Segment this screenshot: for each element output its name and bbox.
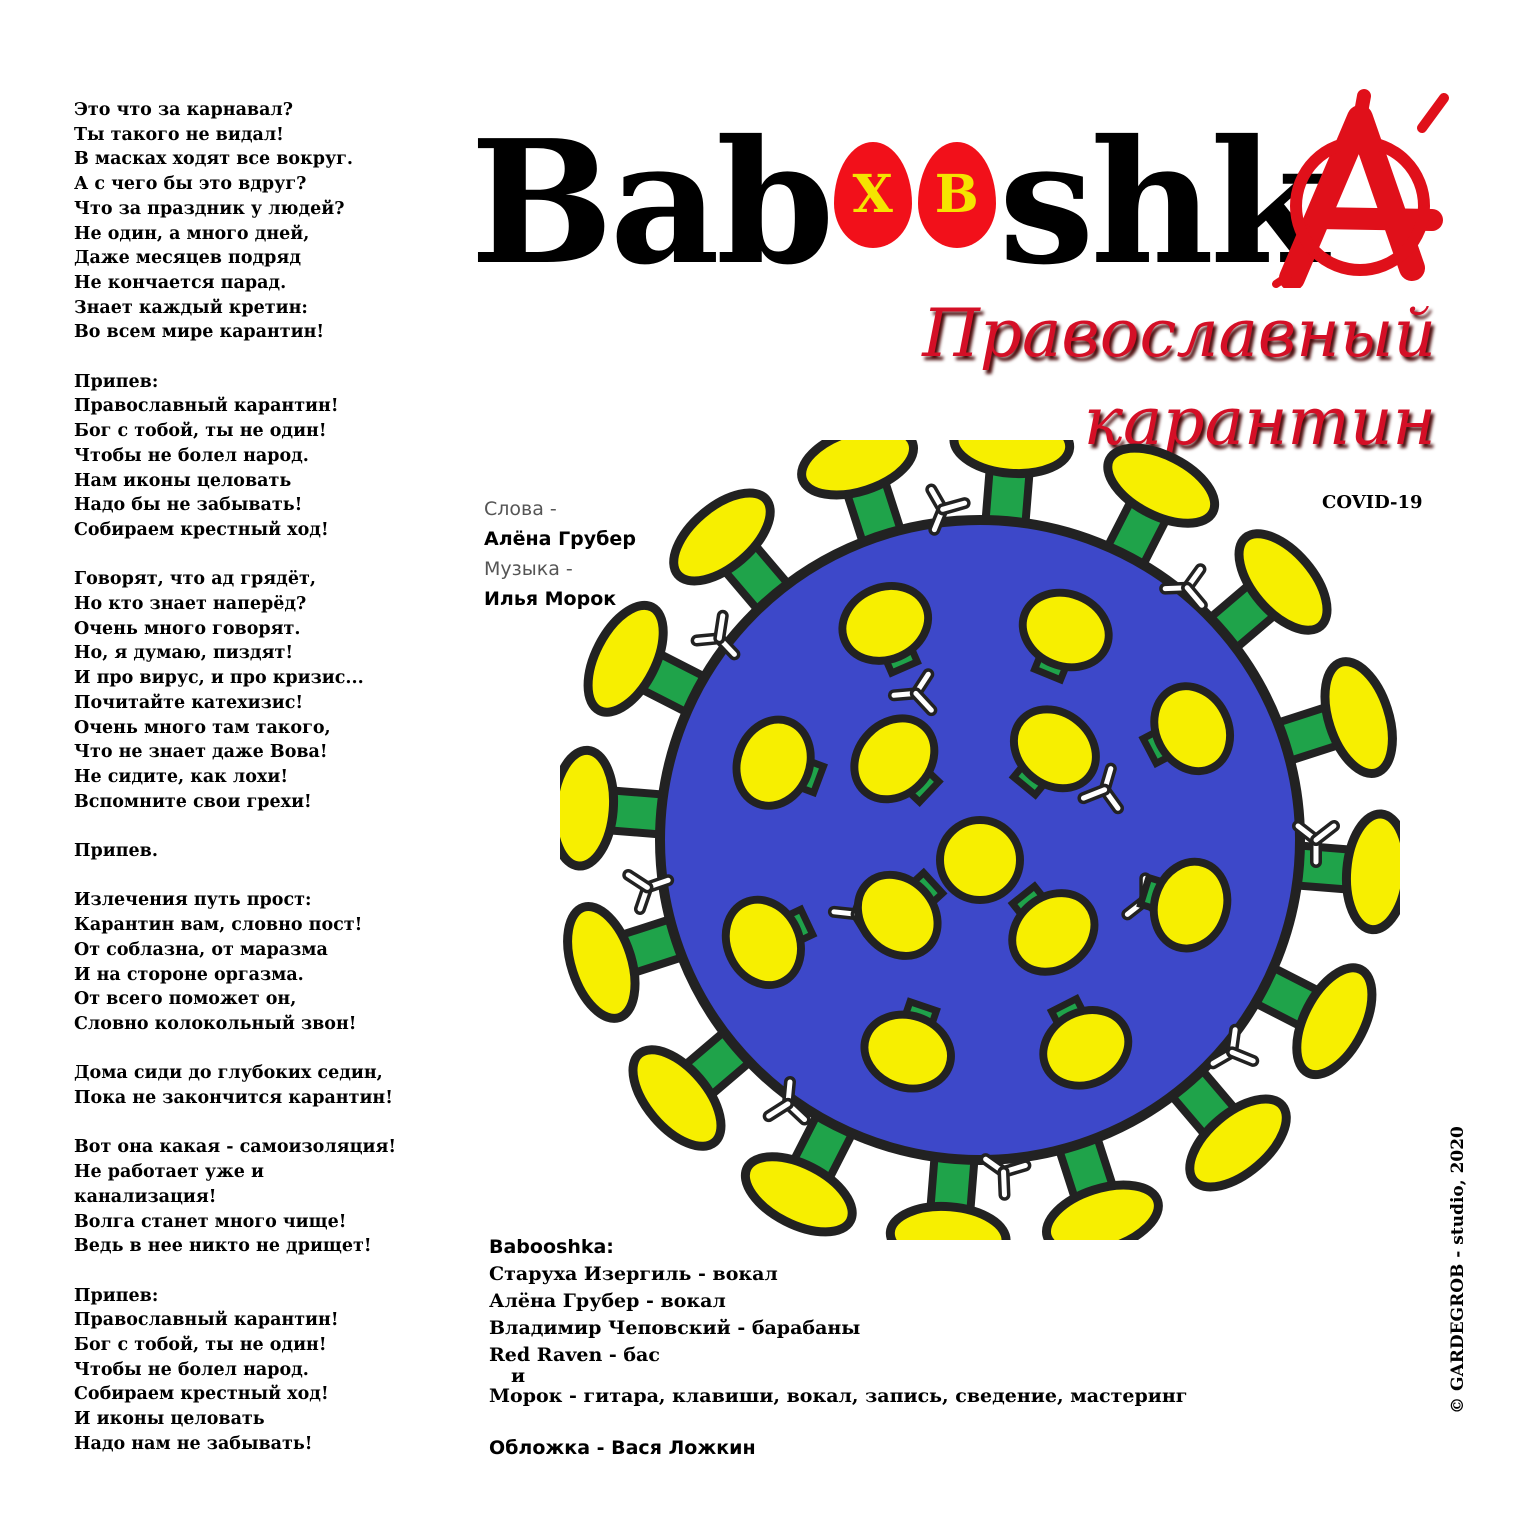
lyrics-line: Православный карантин! [74, 1310, 339, 1331]
lyrics-line: А с чего бы это вдруг? [74, 174, 307, 195]
lyrics-line: Но кто знает наперёд? [74, 594, 307, 615]
spike-icon [940, 820, 1020, 900]
lyrics-stanza [74, 888, 454, 1036]
covid-tag: COVID-19 [1322, 492, 1423, 513]
lyrics-line: канализация! [74, 1186, 217, 1207]
band-lineup [489, 1234, 1187, 1410]
logo-text-suffix: shk [998, 102, 1324, 303]
band-member: Владимир Чеповский - барабаны [489, 1317, 861, 1339]
cover-credit: Обложка - Вася Ложкин [489, 1437, 756, 1459]
lyrics-line: От соблазна, от маразма [74, 939, 328, 960]
lyrics-line: Не кончается парад. [74, 272, 287, 293]
anarchy-a-icon [1272, 88, 1452, 288]
lyrics-line: Пока не закончится карантин! [74, 1088, 393, 1109]
copyright-text: © GARDEGROB - studio, 2020 [1448, 1126, 1468, 1414]
red-egg-icon-x [834, 142, 912, 248]
lyrics-line: В масках ходят все вокруг. [74, 149, 353, 170]
lyrics-line: Надо нам не забывать! [74, 1433, 313, 1454]
lyrics-line: Это что за карнавал? [74, 100, 293, 120]
lyrics-line: Вот она какая - самоизоляция! [74, 1137, 397, 1158]
lyrics-line: И на стороне оргазма. [74, 964, 304, 985]
lyrics-line: Бог с тобой, ты не один! [74, 421, 327, 442]
red-egg-icon-v [918, 142, 996, 248]
lyrics-line: Не один, а много дней, [74, 223, 310, 244]
lyrics-line: Что не знает даже Вова! [74, 742, 328, 763]
album-title-line-2: карантин [1083, 383, 1436, 460]
logo-text-prefix: Bab [470, 102, 831, 303]
band-member: Red Raven - бас [489, 1344, 660, 1366]
album-title-line-1: Православный [922, 295, 1436, 372]
lyrics-line: Припев: [74, 1285, 159, 1306]
egg-letter-x: Х [852, 163, 893, 225]
words-author: Алёна Грубер [484, 528, 636, 550]
lyrics-line: Собираем крестный ход! [74, 519, 329, 540]
lyrics-line: Чтобы не болел народ. [74, 1359, 309, 1380]
lyrics-line: Говорят, что ад грядёт, [74, 569, 316, 590]
lyrics-line: Не работает уже и [74, 1162, 265, 1183]
band-and: и [511, 1365, 526, 1387]
lyrics-stanza [74, 839, 454, 864]
lyrics-line: Очень много там такого, [74, 717, 331, 738]
lyrics-line: От всего поможет он, [74, 989, 297, 1010]
lyrics-line: Собираем крестный ход! [74, 1384, 329, 1405]
lyrics-stanza [74, 98, 454, 345]
band-member-last: Морок - гитара, клавиши, вокал, запись, сведение, мастеринг [489, 1385, 1188, 1407]
lyrics-line: Словно колокольный звон! [74, 1013, 357, 1034]
lyrics-line: Вспомните свои грехи! [74, 791, 312, 812]
lyrics-line: Надо бы не забывать! [74, 495, 303, 516]
lyrics-line: Почитайте катехизис! [74, 692, 304, 713]
coronavirus-illustration [560, 440, 1400, 1240]
lyrics-line: И про вирус, и про кризис... [74, 668, 364, 689]
lyrics-line: Не сидите, как лохи! [74, 766, 289, 787]
lyrics-line: Дома сиди до глубоких седин, [74, 1063, 383, 1084]
lyrics-line: Ты такого не видал! [74, 124, 284, 145]
lyrics-line: Карантин вам, словно пост! [74, 915, 363, 936]
lyrics-stanza [74, 1284, 454, 1457]
lyrics-line: Но, я думаю, пиздят! [74, 643, 294, 664]
copyright-notice [1438, 1090, 1478, 1450]
lyrics-line: Нам иконы целовать [74, 470, 292, 491]
band-member: Алёна Грубер - вокал [489, 1290, 726, 1312]
lyrics-line: Волга станет много чище! [74, 1211, 347, 1232]
lyrics-line: Припев. [74, 841, 158, 862]
lyrics-line: Во всем мире карантин! [74, 322, 325, 343]
lyrics-line: Православный карантин! [74, 396, 339, 417]
band-member: Старуха Изергиль - вокал [489, 1263, 778, 1285]
music-author: Илья Морок [484, 588, 617, 610]
lyrics-line: Чтобы не болел народ. [74, 445, 309, 466]
lyrics-line: Ведь в нее никто не дрищет! [74, 1236, 372, 1257]
lyrics-stanza [74, 567, 454, 814]
lyrics-line: Припев: [74, 371, 159, 392]
lyrics-line: Бог с тобой, ты не один! [74, 1335, 327, 1356]
lyrics-column [74, 98, 454, 1481]
lyrics-stanza [74, 370, 454, 543]
words-label: Слова - [484, 498, 557, 520]
lyrics-line: Даже месяцев подряд [74, 248, 302, 269]
lyrics-stanza [74, 1135, 454, 1259]
lyrics-line: И иконы целовать [74, 1409, 265, 1430]
lyrics-line: Знает каждый кретин: [74, 297, 308, 318]
lyrics-stanza [74, 1061, 454, 1110]
lyrics-line: Излечения путь прост: [74, 890, 312, 911]
lyrics-line: Что за праздник у людей? [74, 198, 345, 219]
band-heading: Babooshka: [489, 1236, 614, 1258]
music-label: Музыка - [484, 558, 573, 580]
egg-letter-v: В [934, 163, 979, 225]
lyrics-line: Очень много говорят. [74, 618, 301, 639]
